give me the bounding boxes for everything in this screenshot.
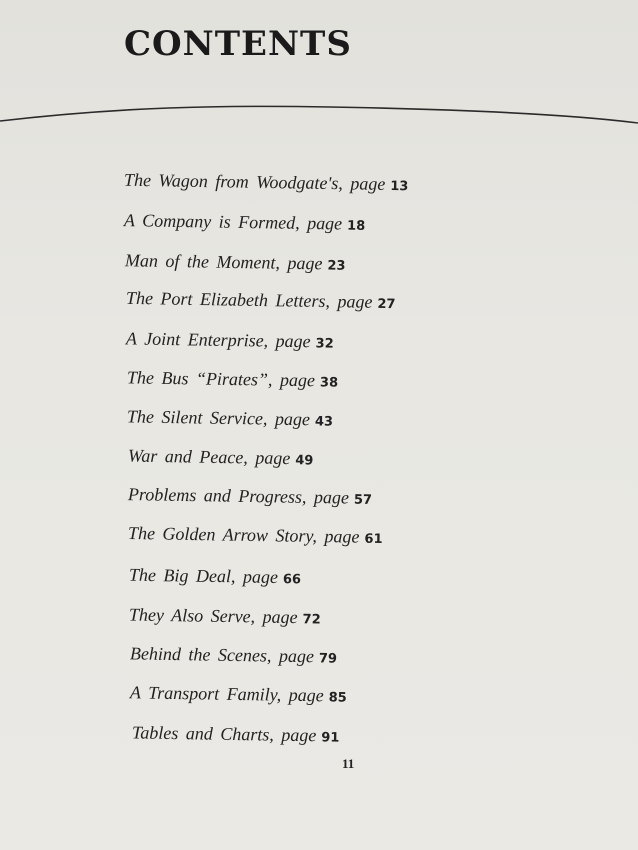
toc-entry-page: 91: [321, 730, 340, 746]
toc-entry-title: Man of the Moment, page: [124, 250, 323, 274]
toc-entry-page: 66: [282, 572, 302, 588]
toc-entry[interactable]: [129, 604, 321, 628]
toc-entry[interactable]: [130, 682, 347, 706]
toc-entry-title: War and Peace, page: [127, 445, 291, 469]
toc-entry[interactable]: [127, 367, 338, 391]
toc-entry-title: A Company is Formed, page: [123, 210, 343, 234]
toc-entry-page: 23: [327, 258, 346, 274]
toc-entry-title: They Also Serve, page: [128, 604, 298, 628]
toc-entry[interactable]: [127, 406, 333, 430]
toc-entry-title: A Transport Family, page: [129, 682, 324, 706]
toc-entry[interactable]: [128, 523, 383, 548]
toc-entry-page: 43: [314, 414, 334, 430]
toc-entry[interactable]: [132, 722, 340, 746]
toc-entry-page: 27: [377, 296, 396, 313]
toc-entry-title: The Big Deal, page: [128, 564, 279, 587]
toc-entry-title: The Wagon from Woodgate's, page: [123, 169, 386, 194]
toc-entry-page: 18: [346, 218, 366, 234]
toc-entry-page: 79: [318, 651, 338, 667]
toc-entry-title: Behind the Scenes, page: [129, 643, 315, 667]
toc-entry-page: 38: [319, 375, 339, 391]
toc-entry-page: 32: [315, 336, 334, 352]
toc-entry[interactable]: [128, 446, 314, 470]
toc-entry-title: The Port Elizabeth Letters, page: [125, 287, 373, 312]
toc-entry[interactable]: [126, 328, 334, 352]
toc-entry-title: A Joint Enterprise, page: [125, 328, 311, 352]
toc-entry-title: The Golden Arrow Story, page: [127, 523, 360, 547]
toc-entry-page: 85: [328, 690, 347, 706]
toc-entry[interactable]: [124, 170, 409, 195]
toc-entry[interactable]: [125, 250, 346, 274]
toc-entry-title: The Bus “Pirates”, page: [126, 367, 316, 391]
toc-entry[interactable]: [124, 210, 366, 235]
toc-entry-page: 49: [295, 453, 314, 469]
page-number: 11: [342, 756, 355, 771]
toc-entry-page: 57: [353, 492, 373, 508]
toc-entry[interactable]: [130, 643, 337, 667]
toc-entry-page: 13: [390, 178, 409, 195]
toc-entry[interactable]: [129, 565, 301, 589]
toc-entry[interactable]: [126, 288, 396, 313]
toc-entry-title: Tables and Charts, page: [131, 722, 317, 746]
toc-entry-page: 72: [302, 612, 321, 628]
toc-entry-title: The Silent Service, page: [126, 406, 311, 430]
toc-entry-title: Problems and Progress, page: [127, 484, 350, 508]
page-title: CONTENTS: [124, 24, 352, 64]
toc-entry-page: 61: [364, 531, 383, 547]
toc-entry[interactable]: [128, 484, 372, 509]
